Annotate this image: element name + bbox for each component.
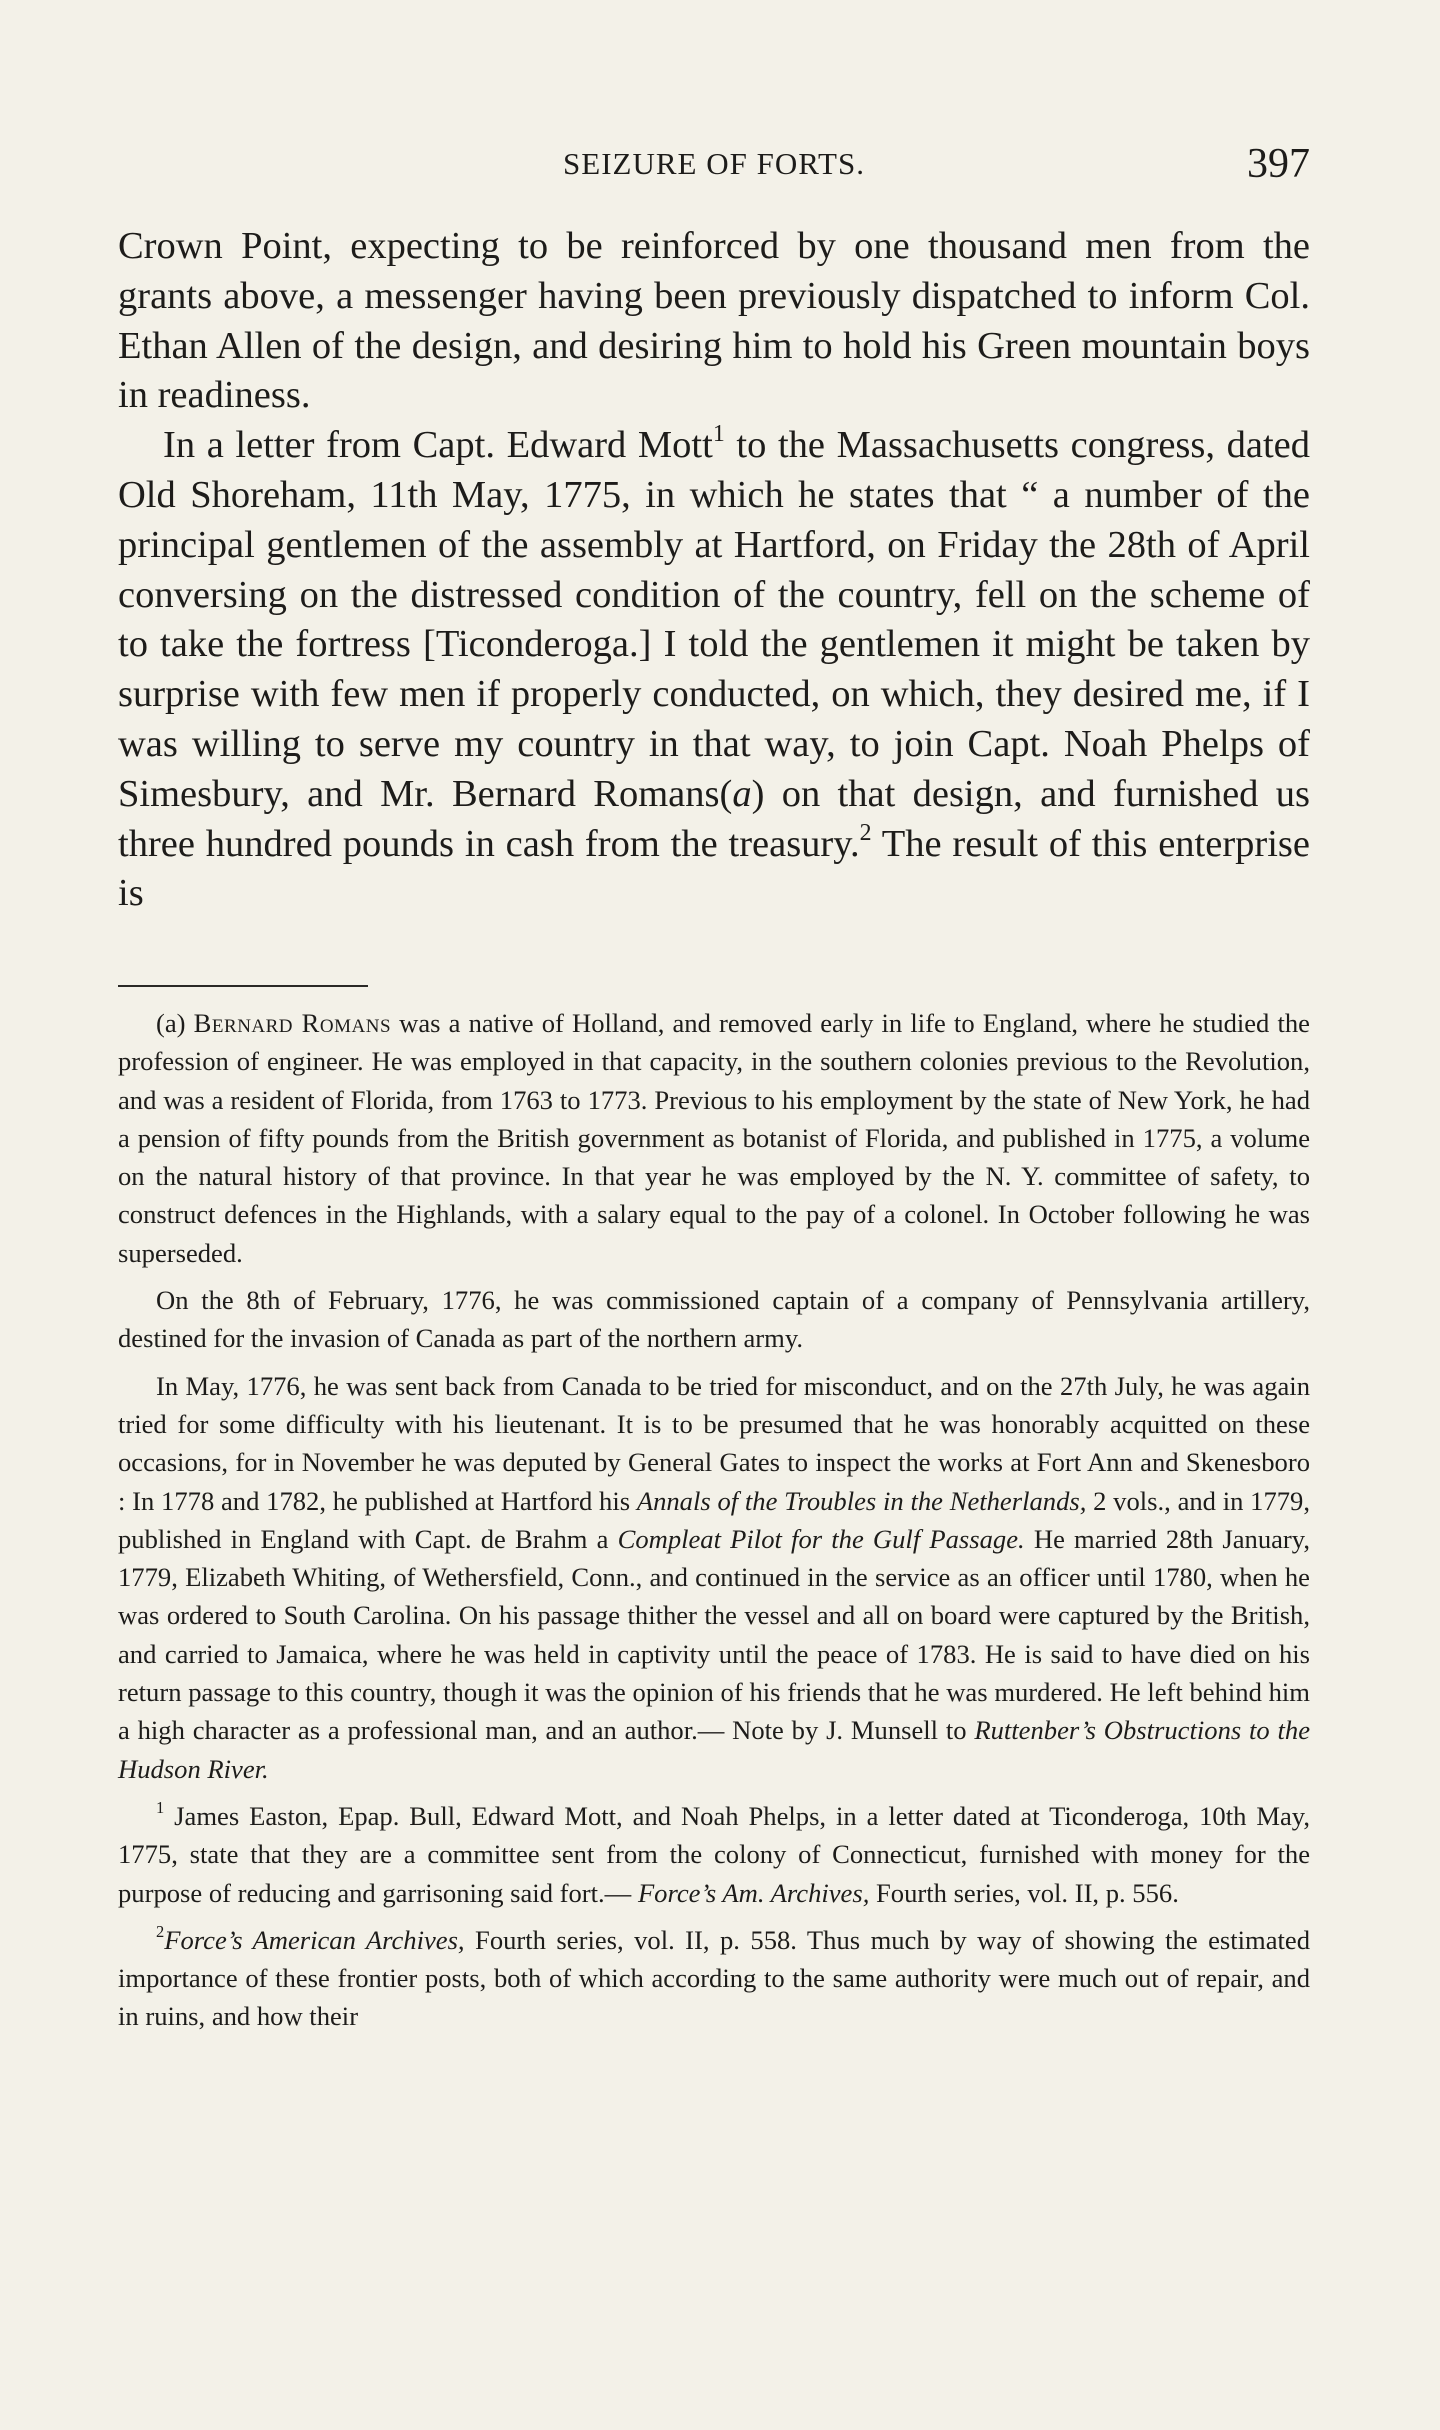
footnote-a-paragraph-2: On the 8th of February, 1776, he was commissioned captain of a company of Pennsylvania artillery, destined for the invasion of Canada as part of the northern army. [118,1285,1310,1354]
paragraph-1: Crown Point, expecting to be reinforced by one thousand men from the grants above, a messenger having been previously dispatched to inform Col. Ethan Allen of the design, and desiring him to hold his Green mountain boys in readiness. [118,225,1310,417]
footnote-ref-1: 1 [712,421,725,448]
paragraph-2: In a letter from Capt. Edward Mott$^1$ to the Massachusetts congress, dated Old Shoreham, 11th May, 1775, in which he states that “ a number of the principal gentlemen of the assembly at Hartford, on Friday the 28th of April conversing on the distressed condition of the country, fell on the scheme of to take the fortress [Ticonderoga.] I told the gentlemen it might be taken by surprise with few men if properly conducted, on which, they desired me, if I was willing to serve my country in that way, to join Capt. Noah Phelps of Simesbury, and Mr. Bernard Romans(a) on that design, and furnished us three hundred pounds in cash from the treasury.$^2$ The result of this enterprise is [118,421,1310,915]
footnote-divider [118,985,368,987]
footnote-a-mark: (a) [156,1008,186,1038]
footnote-1-mark: 1 [156,1798,165,1818]
main-text [118,222,1310,919]
source-title: Force’s Am. Archives, [637,1877,870,1908]
footnote-ref-2: 2 [859,819,872,846]
footnote-a-name: Bernard Romans [193,1008,392,1038]
running-head: SEIZURE OF FORTS. [563,146,865,181]
footnote-2: $^2$Force’s American Archives, Fourth series, vol. II, p. 558. Thus much by way of showing the estimated importance of these frontier posts, both of which according to the same authority were much out of repair, and in ruins, and how their [118,1921,1310,2032]
footnote-a: (a) Bernard Romans was a native of Holland, and removed early in life to England, where he studied the profession of engineer. He was employed in that capacity, in the southern colonies previous to the Revolution, and was a resident of Florida, from 1763 to 1773. Previous to his employment by the state of New York, he had a pension of fifty pounds from the British government as botanist of Florida, and published in 1775, a volume on the natural history of that province. In that year he was employed by the N. Y. committee of safety, to construct defences in the Highlands, with a salary equal to the pay of a colonel. In October following he was superseded. [118,1008,1310,1268]
source-title: Force’s American Archives, [164,1924,465,1955]
footnotes [118,1004,1310,2036]
footnote-2-mark: 2 [156,1921,165,1941]
page-number: 397 [1247,141,1310,187]
footnote-a-paragraph-3: In May, 1776, he was sent back from Canada to be tried for misconduct, and on the 27th July, he was again tried for some difficulty with his lieutenant. It is to be presumed that he was honorably acquitted on these occasions, for in November he was deputed by General Gates to inspect the works at Fort Ann and Skenesboro : In 1778 and 1782, he published at Hartford his Annals of the Troubles in the Netherlands, 2 vols., and in 1779, published in England with Capt. de Brahm a Compleat Pilot for the Gulf Passage. He married 28th January, 1779, Elizabeth Whiting, of Wethersfield, Conn., and continued in the service as an officer until 1780, when he was ordered to South Carolina. On his passage thither the vessel and all on board were captured by the British, and carried to Jamaica, where he was held in captivity until the peace of 1783. He is said to have died on his return passage to this country, though it was the opinion of his friends that he was murdered. He left behind him a high character as a professional man, and an author.— Note by J. Munsell to Ruttenber’s Obstructions to the Hudson River. [118,1370,1311,1784]
book-title: Ruttenber’s Obstructions to the Hudson River. [118,1715,1311,1784]
page-header [118,140,1310,190]
book-title: Compleat Pilot for the Gulf Passage. [617,1523,1025,1554]
book-title: Annals of the Troubles in the Netherlands, [636,1485,1087,1516]
footnote-1: $^1$ James Easton, Epap. Bull, Edward Mott, and Noah Phelps, in a letter dated at Ticonderoga, 10th May, 1775, state that they are a committee sent from the colony of Connecticut, furnished with money for the purpose of reducing and garrisoning said fort.— Force’s Am. Archives, Fourth series, vol. II, p. 556. [118,1798,1310,1908]
note-mark-a: a [732,772,752,815]
